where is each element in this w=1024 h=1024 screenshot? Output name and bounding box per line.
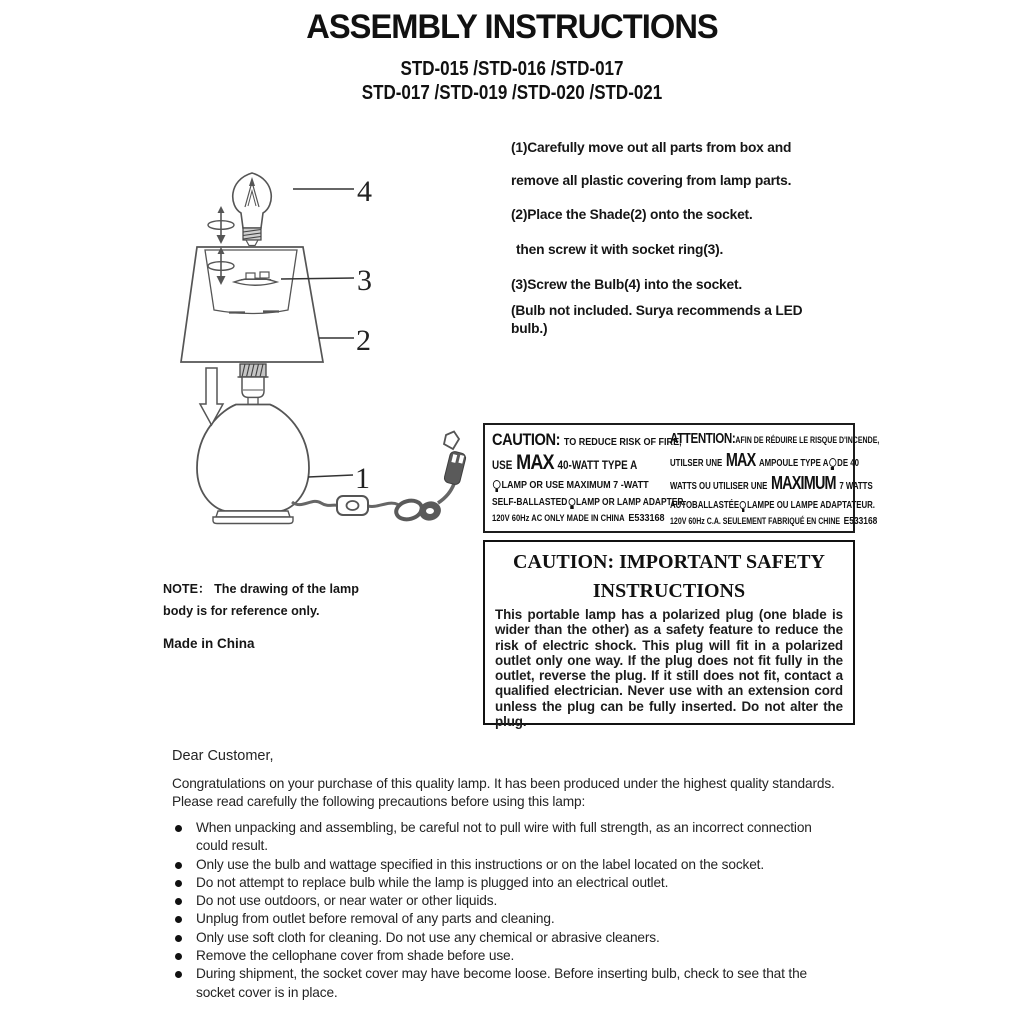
safety-instructions-box [483,540,855,730]
bullet-icon [175,953,182,960]
warning-text: AUTOBALLASTÉE [670,500,740,511]
bullet-icon [175,971,182,978]
bullet-icon [175,862,182,869]
precaution-text: When unpacking and assembling, be careful not to pull wire with full strength, as an incorrect connection could result. [196,820,812,854]
warning-line [492,476,649,493]
warning-text: WATTS OU UTILISER UNE [670,481,768,492]
bullet-icon [175,880,182,887]
warning-text: SELF-BALLASTED [492,497,568,508]
warning-label-french [670,431,880,527]
screw-rotation-icon [208,206,234,244]
precaution-item [172,874,844,892]
warning-line [670,512,878,527]
precaution-text: Do not use outdoors, or near water or other liquids. [196,893,498,909]
lamp-socket-illustration [238,364,269,405]
plug-illustration [443,432,466,486]
precaution-text: Do not attempt to replace bulb while the lamp is plugged into an electrical outlet. [196,874,669,890]
bullet-icon [175,898,182,905]
bullet-icon [175,935,182,942]
attention-heading: ATTENTION: [670,431,736,447]
step-text: (3)Screw the Bulb(4) into the socket. [511,277,743,292]
bulb-icon [740,501,746,509]
warning-line [492,452,640,476]
warning-line [492,493,686,509]
warning-text: LAMP OR LAMP ADAPTER. [575,497,686,508]
intro-paragraph: Congratulations on your purchase of this quality lamp. It has been produced under the highest quality standards. Please read carefully the following precautions before using this lamp: [172,776,835,809]
bullet-icon [175,916,182,923]
precaution-item [172,910,844,928]
warning-line [670,431,880,451]
warning-label-english [492,430,686,527]
precautions-list [172,819,844,1002]
warning-text: 120V 60Hz C.A. SEULEMENT FABRIQUÉ EN CHINE [670,516,841,526]
reference-note [163,578,359,622]
power-cord-illustration [292,484,454,523]
warning-text: MAX [725,450,756,470]
step-text: (1)Carefully move out all parts from box and [511,140,792,155]
warning-text: DE 40 [837,458,859,469]
lamp-shade-illustration [181,247,323,362]
inline-switch-illustration [337,496,368,515]
warning-text: LAMPE OU LAMPE ADAPTATEUR. [747,500,875,511]
precaution-text: Remove the cellophane cover from shade before use. [196,948,515,964]
warning-text: UTILSER UNE [670,458,723,469]
made-in-china-label: Made in China [163,636,255,651]
part-label-3: 3 [357,264,372,297]
precaution-item [172,929,844,947]
precaution-text: During shipment, the socket cover may have become loose. Before inserting bulb, check to see that the socket cover is in place. [196,966,808,1000]
precaution-item [172,892,844,910]
precaution-item [172,856,844,874]
assembly-steps [511,136,921,346]
warning-text: AMPOULE TYPE A [758,458,829,469]
note-text: NOTE： The drawing of the lamp [163,582,359,596]
caution-heading: CAUTION: [492,430,561,449]
warning-text: AFIN DE RÉDUIRE LE RISQUE D'INCENDE, [735,435,880,445]
warning-text: MAXIMUM [770,473,836,493]
safety-box-body: This portable lamp has a polarized plug (one blade is wider than the other) as a safety feature to reduce the risk of electric shock. This plug will fit in a polarized outlet only one way. If the plug does not fit fully in the outlet, reverse the plug. If it still does not fit, contact a qualified electrician. Never use with an extension cord unless the plug can be fully inserted. Do not alter the plug. [495,607,843,730]
part-label-2: 2 [356,324,371,357]
precaution-item [172,819,844,856]
warning-text: 7 WATTS [839,481,873,492]
warning-text: TO REDUCE RISK OF FIRE, [563,436,682,448]
precaution-text: Only use soft cloth for cleaning. Do not use any chemical or abrasive cleaners. [196,929,660,945]
warning-line [670,473,873,496]
lamp-assembly-diagram [140,135,485,565]
precaution-item [172,947,844,965]
warning-text: 120V 60Hz AC ONLY MADE IN CHINA [492,513,625,523]
note-text: body is for reference only. [163,604,320,618]
step-text: (Bulb not included. Surya recommends a LED [511,303,803,318]
warning-line [492,509,665,524]
certification-number: E533168 [628,512,665,524]
step-text: bulb.) [511,321,548,336]
step-text: remove all plastic covering from lamp parts. [511,173,792,188]
step-text: (2)Place the Shade(2) onto the socket. [511,207,753,222]
part-label-1: 1 [355,462,370,495]
bulb-icon [493,480,501,489]
warning-line [670,450,859,474]
model-numbers-line1: STD-015 /STD-016 /STD-017 [400,58,624,80]
part-label-4: 4 [357,175,372,208]
precaution-text: Unplug from outlet before removal of any parts and cleaning. [196,911,555,927]
precaution-text: Only use the bulb and wattage specified in this instructions or on the label located on the socket. [196,856,764,872]
warning-text: MAX [516,451,554,474]
warning-line [670,496,875,512]
safety-box-title: INSTRUCTIONS [592,580,746,602]
warning-text: 40-WATT TYPE A [557,460,638,472]
warning-label [483,423,880,533]
safety-box-title: CAUTION: IMPORTANT SAFETY [513,551,825,573]
salutation: Dear Customer, [172,748,274,764]
certification-number: E533168 [843,515,878,527]
warning-text: LAMP OR USE MAXIMUM 7 -WATT [501,479,649,491]
page-title: ASSEMBLY INSTRUCTIONS [306,8,718,46]
customer-section [172,748,844,1002]
bullet-icon [175,825,182,832]
light-bulb-illustration [233,173,272,246]
step-text: then screw it with socket ring(3). [516,242,724,257]
precaution-item [172,965,844,1002]
warning-line [492,430,682,452]
warning-text: USE [492,460,513,472]
bulb-icon [568,498,575,506]
bulb-icon [829,458,836,467]
model-numbers-line2: STD-017 /STD-019 /STD-020 /STD-021 [361,82,663,104]
